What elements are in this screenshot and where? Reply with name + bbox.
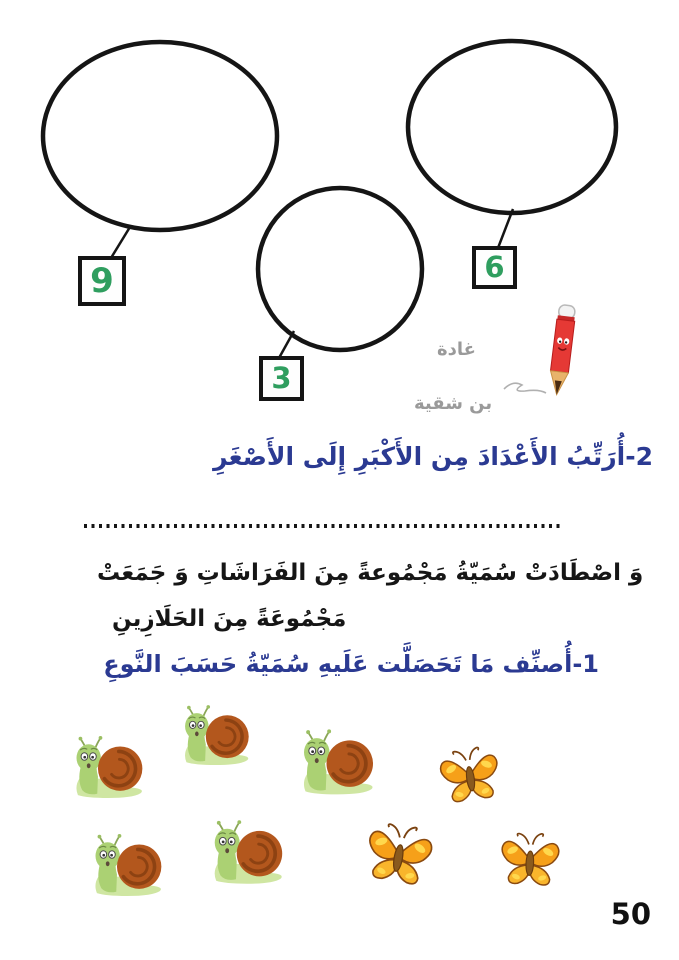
snail-icon (292, 728, 382, 800)
connector-line-9 (111, 227, 130, 258)
number-box-6[interactable] (472, 246, 517, 289)
snail-icon (84, 833, 170, 901)
number-box-9-value: 9 (90, 261, 114, 301)
number-box-3[interactable] (259, 356, 304, 401)
snail-icon (65, 735, 151, 803)
pencil-icon (498, 303, 584, 399)
exercise1-heading: 1-أُصنِّف مَا تَحَصَلَّت عَلَيهِ سُمَيّةُ حَسَبَ النَّوعِ (103, 650, 599, 678)
page-number: 50 (610, 897, 651, 931)
watermark-name-line2: بن شقية (414, 393, 493, 414)
number-box-6-value: 6 (484, 250, 505, 284)
number-box-3-value: 3 (271, 361, 292, 395)
answer-circle-left[interactable] (43, 42, 277, 230)
story-text-line1: وَ اصْطَادَتْ سُمَيّةُ مَجْمُوعةً مِنَ الفَرَاشَاتِ وَ جَمَعَتْ (97, 560, 644, 586)
answer-circle-right[interactable] (408, 41, 616, 213)
butterfly-icon (436, 741, 504, 809)
snail-icon (174, 704, 257, 770)
connector-line-3 (279, 331, 294, 358)
butterfly-icon (361, 816, 437, 892)
story-text-line2: مَجْمُوعَةً مِنَ الحَلَازِينِ (112, 606, 347, 632)
exercise2-heading: 2-أُرَتِّبُ الأَعْدَادَ مِن الأَكْبَرِ إِلَى الأَصْغَرِ (213, 442, 653, 471)
snail-icon (203, 819, 291, 889)
butterfly-icon (498, 827, 561, 891)
watermark-name-line1: غادة (437, 339, 476, 360)
answer-circle-middle[interactable] (258, 188, 422, 350)
number-box-9[interactable] (78, 256, 126, 306)
dotted-separator (84, 524, 562, 528)
